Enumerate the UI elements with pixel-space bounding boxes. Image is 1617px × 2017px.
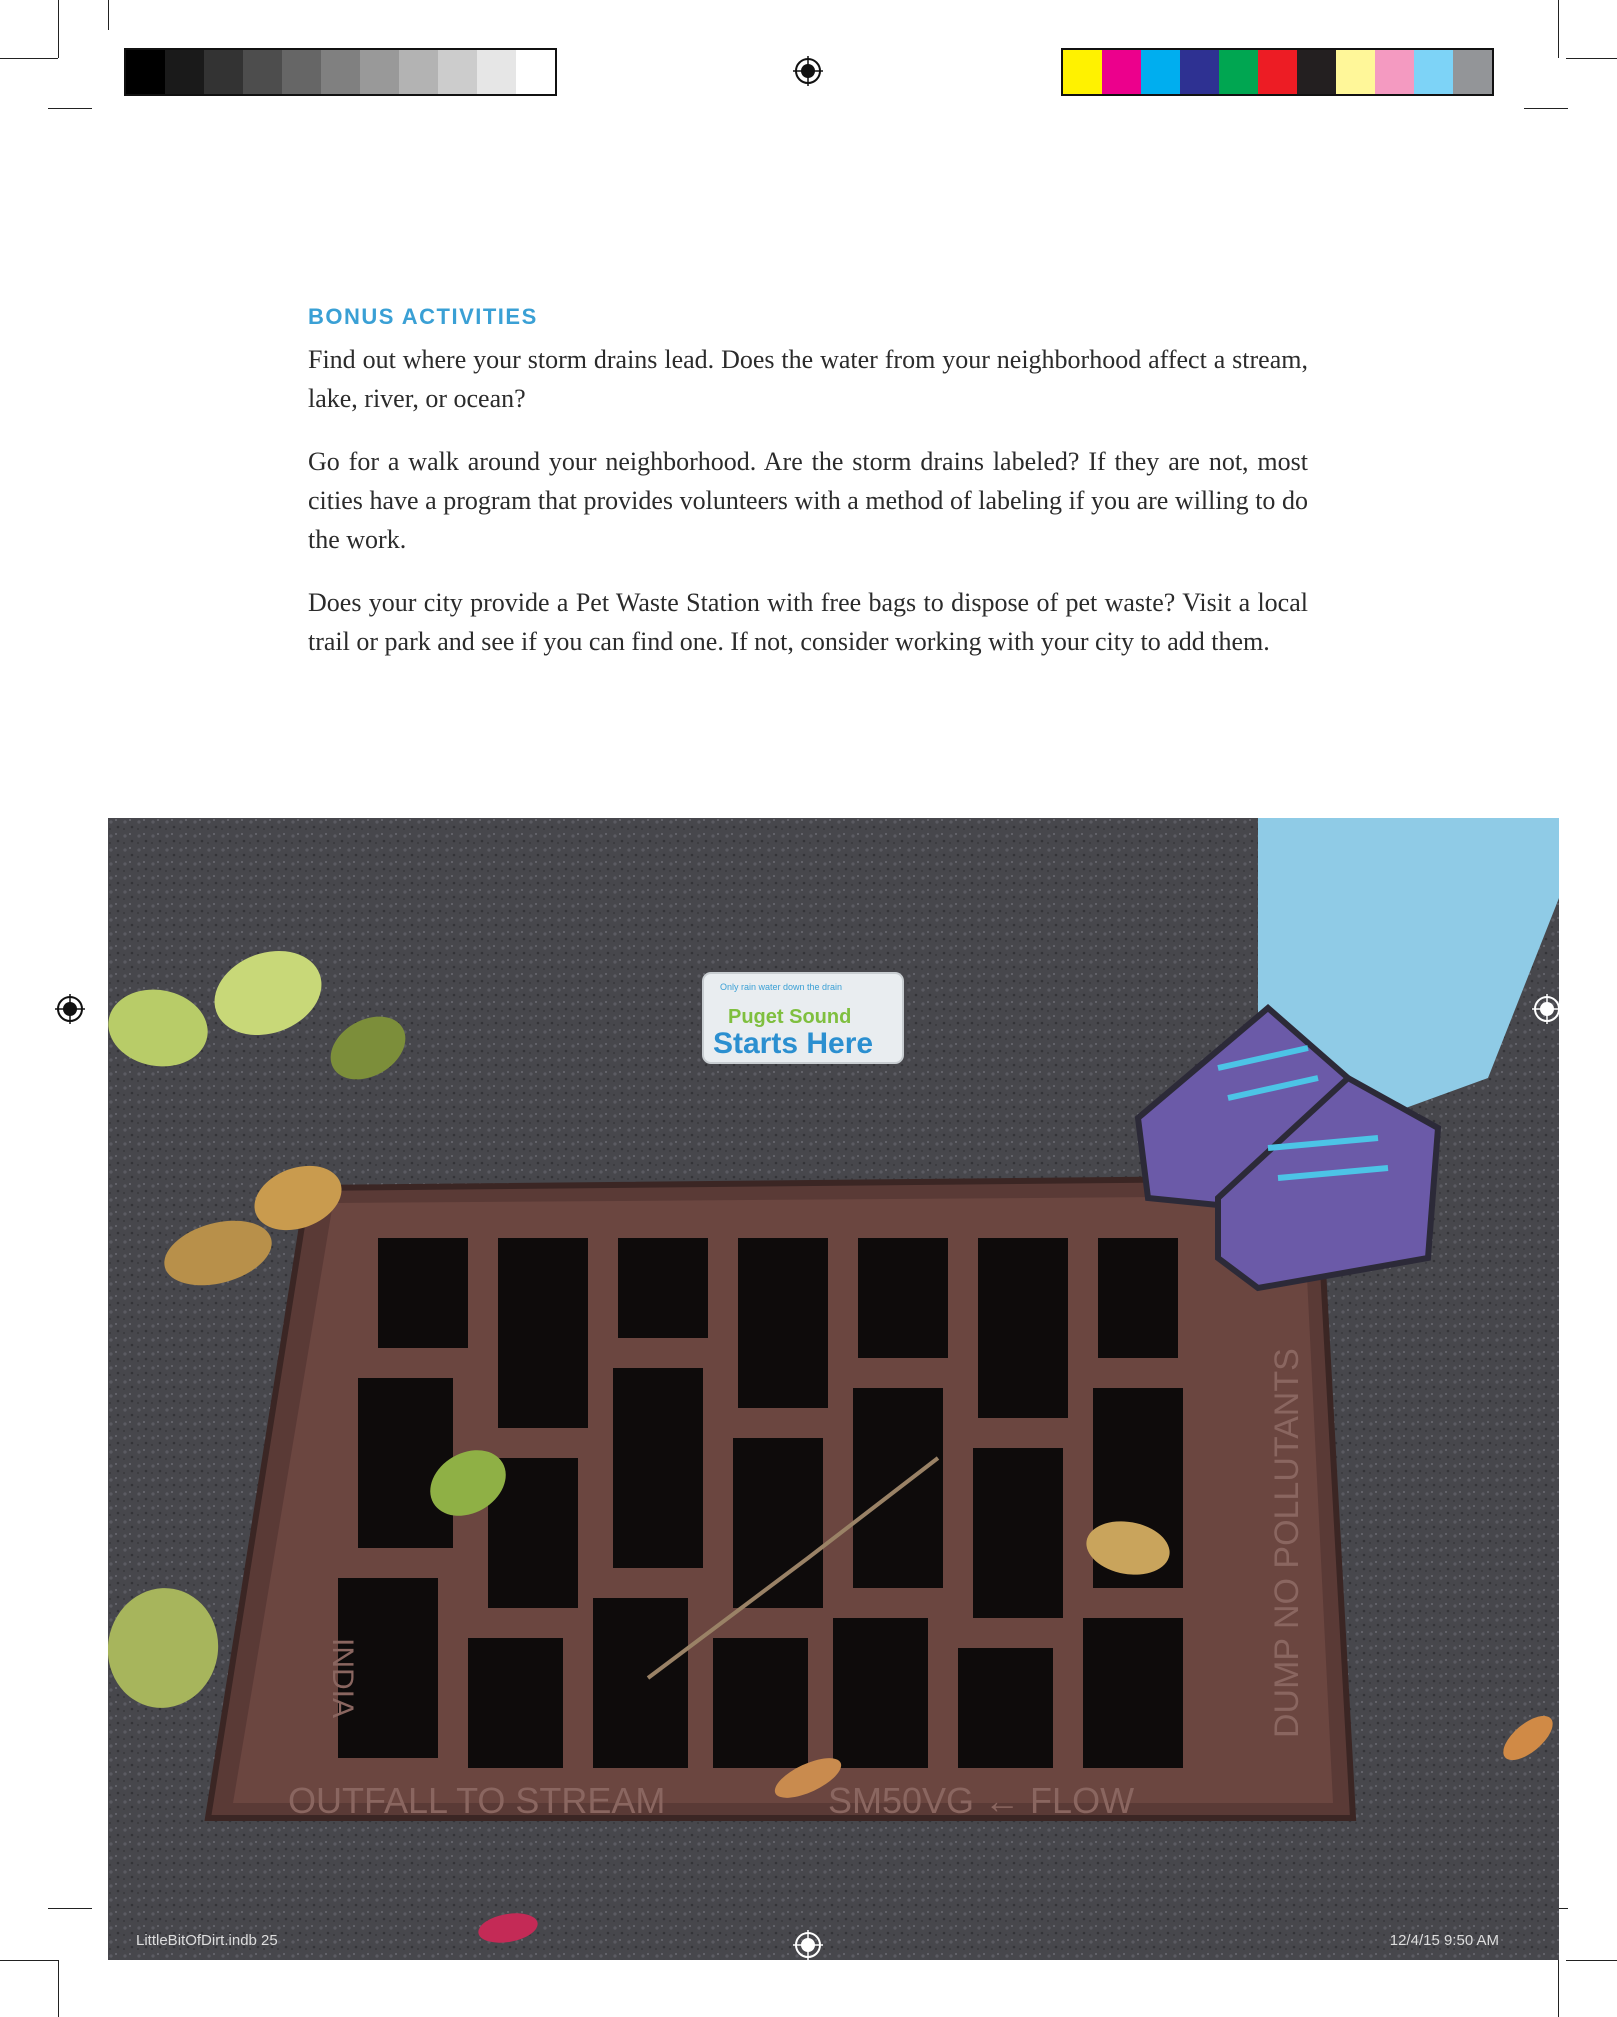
grate-text: INDIA bbox=[326, 1638, 359, 1719]
crop-mark bbox=[1566, 58, 1617, 59]
color-swatch bbox=[321, 50, 360, 94]
process-color-bar bbox=[1061, 48, 1494, 96]
crop-mark bbox=[1566, 1960, 1617, 1961]
color-swatch bbox=[399, 50, 438, 94]
crop-mark bbox=[108, 0, 109, 30]
registration-mark-icon bbox=[793, 56, 823, 86]
grate-text: SM50VG ← FLOW bbox=[828, 1780, 1135, 1821]
color-swatch bbox=[126, 50, 165, 94]
color-swatch bbox=[516, 50, 555, 94]
crop-mark bbox=[1558, 1960, 1559, 2017]
color-swatch bbox=[1102, 50, 1141, 94]
crop-mark bbox=[0, 1960, 58, 1961]
marker-line-1: Puget Sound bbox=[728, 1006, 852, 1028]
slug-date-info: 12/4/15 9:50 AM bbox=[1389, 1932, 1499, 1949]
color-swatch bbox=[1297, 50, 1336, 94]
color-swatch bbox=[1258, 50, 1297, 94]
grate-text: OUTFALL TO STREAM bbox=[288, 1780, 666, 1821]
color-swatch bbox=[1063, 50, 1102, 94]
crop-mark bbox=[1524, 108, 1568, 109]
crop-mark bbox=[58, 1960, 59, 2017]
puget-sound-marker bbox=[703, 973, 903, 1063]
color-swatch bbox=[1414, 50, 1453, 94]
crop-mark bbox=[48, 108, 92, 109]
paragraph: Go for a walk around your neighborhood. Are the storm drains labeled? If they are not, most cities have a program that provides volunteers with a method of labeling if you are willing to do the work. bbox=[308, 447, 1308, 554]
color-swatch bbox=[1336, 50, 1375, 94]
paragraph: Find out where your storm drains lead. Does the water from your neighborhood affect a stream, lake, river, or ocean? bbox=[308, 345, 1308, 413]
color-swatch bbox=[243, 50, 282, 94]
color-swatch bbox=[438, 50, 477, 94]
marker-small-text: Only rain water down the drain bbox=[720, 982, 843, 992]
color-swatch bbox=[1375, 50, 1414, 94]
section-heading: BONUS ACTIVITIES bbox=[308, 304, 538, 329]
color-swatch bbox=[477, 50, 516, 94]
crop-mark bbox=[58, 0, 59, 58]
registration-mark-icon bbox=[1532, 994, 1562, 1024]
color-swatch bbox=[282, 50, 321, 94]
color-swatch bbox=[1141, 50, 1180, 94]
registration-mark-icon bbox=[55, 994, 85, 1024]
paragraph: Does your city provide a Pet Waste Station with free bags to dispose of pet waste? Visit a local trail or park and see if you can find one. If not, consider working with your city to add them. bbox=[308, 588, 1308, 656]
color-swatch bbox=[360, 50, 399, 94]
slug-file-info: LittleBitOfDirt.indb 25 bbox=[136, 1932, 278, 1949]
color-swatch bbox=[1219, 50, 1258, 94]
color-swatch bbox=[204, 50, 243, 94]
color-swatch bbox=[1453, 50, 1492, 94]
grayscale-color-bar bbox=[124, 48, 557, 96]
registration-mark-icon bbox=[793, 1930, 823, 1960]
crop-mark bbox=[1558, 0, 1559, 58]
body-text bbox=[308, 340, 1308, 685]
color-swatch bbox=[165, 50, 204, 94]
storm-drain-photo bbox=[108, 818, 1559, 1960]
marker-line-2: Starts Here bbox=[713, 1027, 874, 1060]
grate-text: DUMP NO POLLUTANTS bbox=[1268, 1348, 1306, 1738]
color-swatch bbox=[1180, 50, 1219, 94]
crop-mark bbox=[0, 58, 58, 59]
crop-mark bbox=[48, 1908, 92, 1909]
